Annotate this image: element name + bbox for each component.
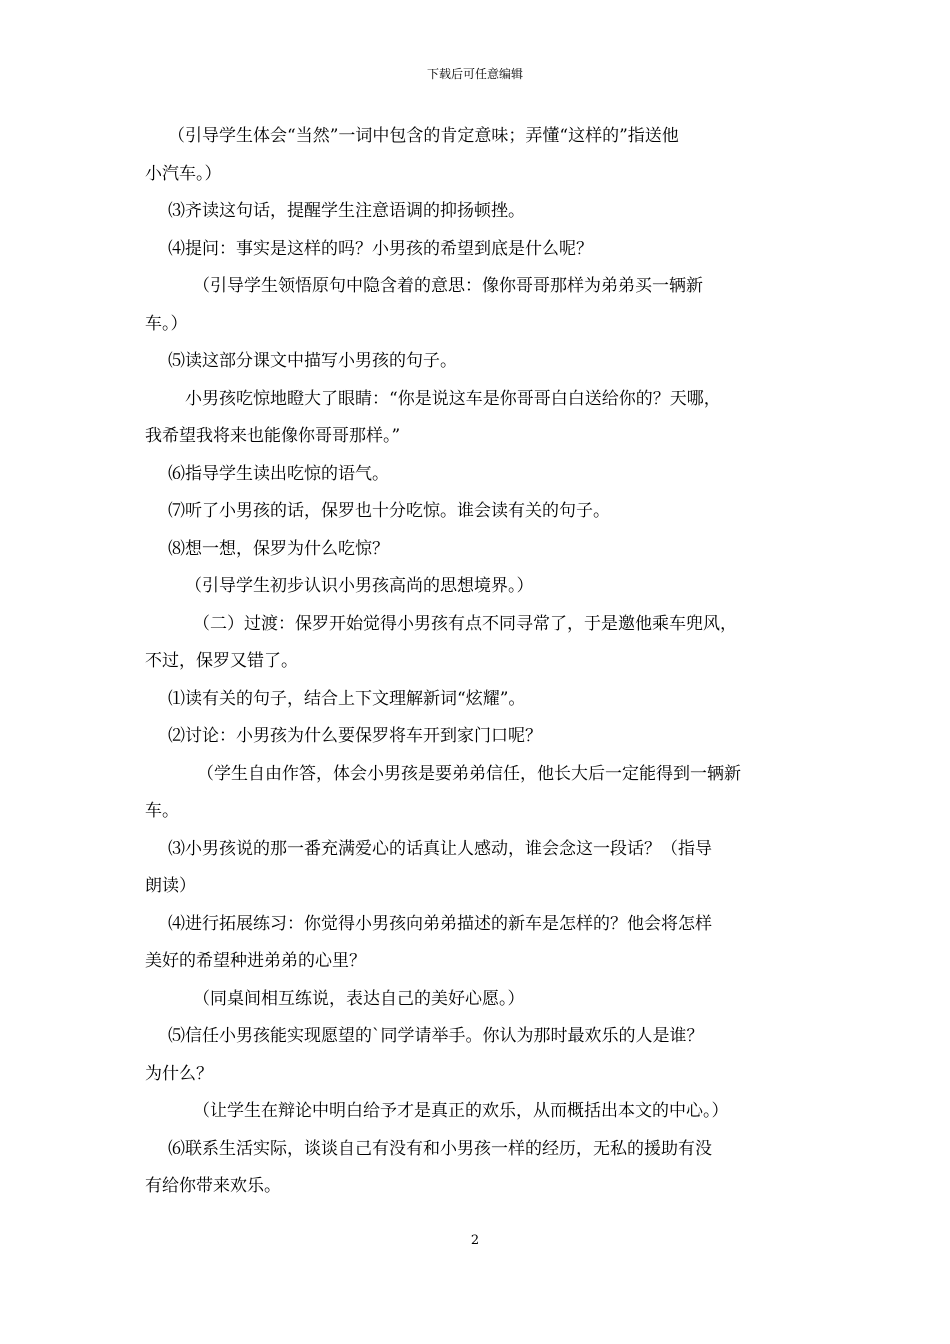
paragraph-line: ⑶小男孩说的那一番充满爱心的话真让人感动，谁会念这一段话？（指导 bbox=[168, 838, 712, 859]
paragraph-line: （二）过渡：保罗开始觉得小男孩有点不同寻常了，于是邀他乘车兜风， bbox=[193, 613, 737, 634]
paragraph-line: ⑷进行拓展练习：你觉得小男孩向弟弟描述的新车是怎样的？他会将怎样 bbox=[168, 913, 712, 934]
paragraph-line: （引导学生体会“当然”一词中包含的肯定意味；弄懂“这样的”指送他 bbox=[168, 126, 679, 146]
paragraph-line: （让学生在辩论中明白给予才是真正的欢乐，从而概括出本文的中心。） bbox=[193, 1101, 729, 1121]
paragraph-line: ⑸信任小男孩能实现愿望的`同学请举手。你认为那时最欢乐的人是谁？ bbox=[168, 1026, 704, 1046]
paragraph-line: ⑸读这部分课文中描写小男孩的句子。 bbox=[168, 351, 457, 371]
paragraph-line: 美好的希望种进弟弟的心里？ bbox=[145, 951, 366, 971]
paragraph-line: 我希望我将来也能像你哥哥那样。” bbox=[145, 426, 401, 446]
paragraph-line: （同桌间相互练说，表达自己的美好心愿。） bbox=[193, 988, 525, 1009]
paragraph-line: 为什么？ bbox=[145, 1063, 213, 1084]
paragraph-line: ⑻想一想，保罗为什么吃惊？ bbox=[168, 538, 389, 559]
paragraph-line: ⑹联系生活实际，谈谈自己有没有和小男孩一样的经历，无私的援助有没 bbox=[168, 1138, 712, 1159]
page-header: 下载后可任意编辑 bbox=[426, 67, 523, 81]
paragraph-line: 小汽车。） bbox=[145, 163, 222, 184]
paragraph-line: 小男孩吃惊地瞪大了眼睛：“你是说这车是你哥哥白白送给你的？天哪， bbox=[185, 388, 721, 409]
paragraph-line: ⑺听了小男孩的话，保罗也十分吃惊。谁会读有关的句子。 bbox=[168, 501, 610, 521]
paragraph-line: ⑹指导学生读出吃惊的语气。 bbox=[168, 463, 389, 484]
paragraph-line: ⑴读有关的句子，结合上下文理解新词“炫耀”。 bbox=[168, 688, 526, 709]
page-number: 2 bbox=[470, 1233, 480, 1248]
paragraph-line: 有给你带来欢乐。 bbox=[145, 1176, 281, 1196]
paragraph-line: 朗读） bbox=[145, 876, 196, 896]
paragraph-line: 不过，保罗又错了。 bbox=[145, 651, 298, 671]
paragraph-line: ⑷提问：事实是这样的吗？小男孩的希望到底是什么呢？ bbox=[168, 238, 593, 259]
paragraph-line: ⑶齐读这句话，提醒学生注意语调的抑扬顿挫。 bbox=[168, 201, 525, 221]
paragraph-line: （学生自由作答，体会小男孩是要弟弟信任，他长大后一定能得到一辆新 bbox=[197, 763, 741, 784]
paragraph-line: （引导学生初步认识小男孩高尚的思想境界。） bbox=[185, 576, 534, 596]
paragraph-line: 车。 bbox=[145, 801, 179, 821]
document-body bbox=[145, 118, 807, 1206]
paragraph-line: ⑵讨论：小男孩为什么要保罗将车开到家门口呢？ bbox=[168, 726, 542, 746]
paragraph-line: 车。） bbox=[145, 313, 188, 334]
paragraph-line: （引导学生领悟原句中隐含着的意思：像你哥哥那样为弟弟买一辆新 bbox=[193, 276, 703, 296]
